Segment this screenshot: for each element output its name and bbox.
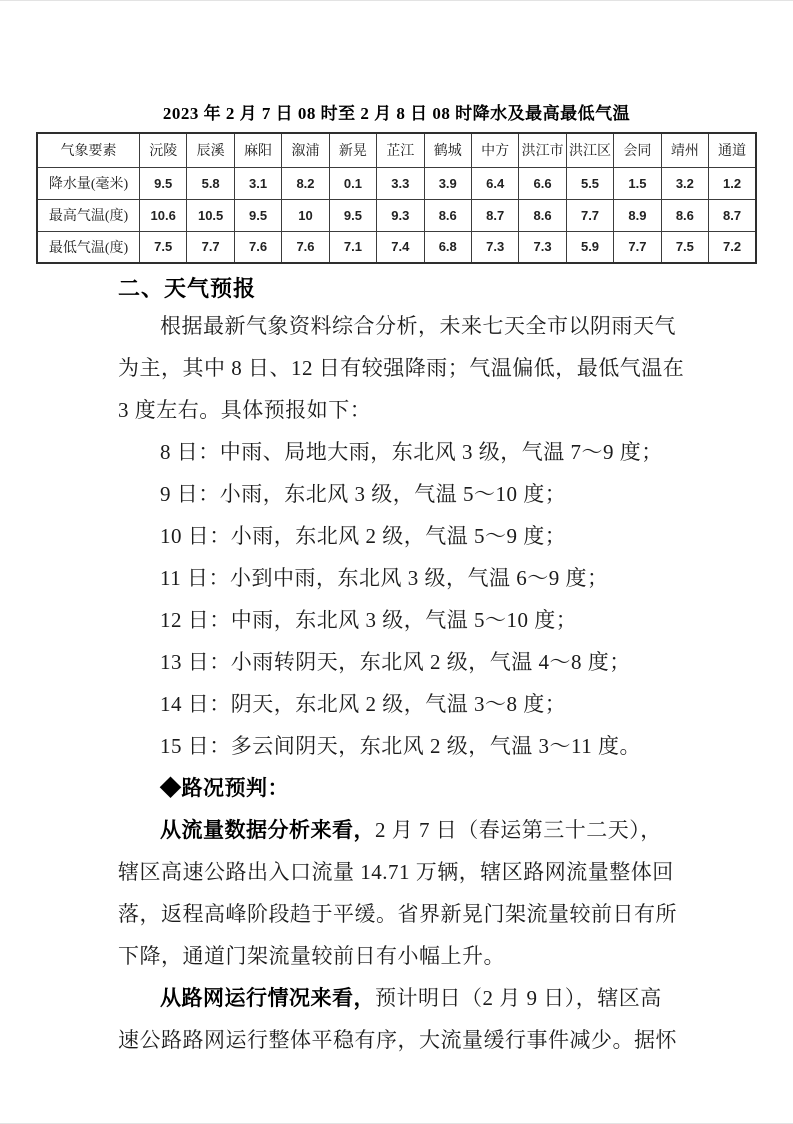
table-cell-value: 7.3 (471, 231, 518, 263)
weather-table (36, 132, 757, 264)
table-cell-value: 7.2 (709, 231, 756, 263)
column-header-element: 气象要素 (37, 133, 140, 167)
column-header-district: 溆浦 (282, 133, 329, 167)
table-cell-value: 10.6 (140, 199, 187, 231)
traffic-line (118, 893, 718, 935)
row-label: 最高气温(度) (37, 199, 140, 231)
table-cell-value: 7.7 (566, 199, 613, 231)
line-text: 10 日：小雨，东北风 2 级，气温 5～9 度； (160, 524, 567, 548)
road-condition-heading (118, 767, 718, 809)
network-line (118, 977, 718, 1019)
line-text: 下降，通道门架流量较前日有小幅上升。 (118, 944, 505, 968)
line-text: 辖区高速公路出入口流量 14.71 万辆，辖区路网流量整体回 (118, 860, 674, 884)
line-text: 预计明日（2 月 9 日），辖区高 (375, 986, 662, 1010)
column-header-district: 麻阳 (234, 133, 281, 167)
table-cell-value: 3.3 (377, 167, 424, 199)
line-text: 15 日：多云间阴天，东北风 2 级，气温 3～11 度。 (160, 734, 641, 758)
table-cell-value: 3.2 (661, 167, 708, 199)
table-row (37, 167, 756, 199)
table-cell-value: 8.6 (661, 199, 708, 231)
column-header-district: 新晃 (329, 133, 376, 167)
intro-line (118, 305, 718, 347)
column-header-district: 洪江区 (566, 133, 613, 167)
column-header-district: 靖州 (661, 133, 708, 167)
traffic-line (118, 935, 718, 977)
forecast-line (118, 599, 718, 641)
table-cell-value: 8.6 (519, 199, 566, 231)
line-text: 根据最新气象资料综合分析，未来七天全市以阴雨天气 (160, 314, 676, 338)
network-line (118, 1019, 718, 1061)
line-text: 8 日：中雨、局地大雨，东北风 3 级，气温 7～9 度； (160, 440, 663, 464)
table-cell-value: 8.2 (282, 167, 329, 199)
column-header-district: 洪江市 (519, 133, 566, 167)
bold-lead-text: 从流量数据分析来看， (160, 818, 375, 842)
table-cell-value: 6.4 (471, 167, 518, 199)
table-cell-value: 10.5 (187, 199, 234, 231)
forecast-line (118, 725, 718, 767)
table-cell-value: 6.6 (519, 167, 566, 199)
table-row (37, 231, 756, 263)
column-header-district: 鹤城 (424, 133, 471, 167)
table-cell-value: 7.5 (140, 231, 187, 263)
table-row (37, 199, 756, 231)
table-cell-value: 7.7 (187, 231, 234, 263)
table-cell-value: 5.9 (566, 231, 613, 263)
traffic-line (118, 809, 718, 851)
line-text: 14 日：阴天，东北风 2 级，气温 3～8 度； (160, 692, 567, 716)
bold-lead-text: 从路网运行情况来看， (160, 986, 375, 1010)
intro-line (118, 347, 718, 389)
table-cell-value: 7.1 (329, 231, 376, 263)
forecast-line (118, 473, 718, 515)
column-header-district: 会同 (614, 133, 661, 167)
table-cell-value: 7.4 (377, 231, 424, 263)
table-cell-value: 8.7 (709, 199, 756, 231)
line-text: 为主，其中 8 日、12 日有较强降雨；气温偏低，最低气温在 (118, 356, 685, 380)
table-body (37, 167, 756, 263)
table-cell-value: 9.3 (377, 199, 424, 231)
table-cell-value: 1.2 (709, 167, 756, 199)
forecast-line (118, 515, 718, 557)
table-cell-value: 9.5 (140, 167, 187, 199)
column-header-district: 通道 (709, 133, 756, 167)
traffic-line (118, 851, 718, 893)
bold-lead-text: ◆路况预判： (160, 776, 289, 800)
forecast-line (118, 683, 718, 725)
table-cell-value: 7.5 (661, 231, 708, 263)
table-header-row (37, 133, 756, 167)
table-cell-value: 8.9 (614, 199, 661, 231)
table-cell-value: 9.5 (329, 199, 376, 231)
line-text: 2 月 7 日（春运第三十二天）， (375, 818, 662, 842)
table-cell-value: 3.9 (424, 167, 471, 199)
line-text: 3 度左右。具体预报如下： (118, 398, 372, 422)
table-cell-value: 9.5 (234, 199, 281, 231)
intro-line (118, 389, 718, 431)
forecast-line (118, 557, 718, 599)
line-text: 13 日：小雨转阴天，东北风 2 级，气温 4～8 度； (160, 650, 631, 674)
line-text: 12 日：中雨，东北风 3 级，气温 5～10 度； (160, 608, 578, 632)
body-content (118, 273, 718, 1061)
table-cell-value: 8.7 (471, 199, 518, 231)
column-header-district: 沅陵 (140, 133, 187, 167)
line-text: 9 日：小雨，东北风 3 级，气温 5～10 度； (160, 482, 567, 506)
column-header-district: 辰溪 (187, 133, 234, 167)
table-title: 2023 年 2 月 7 日 08 时至 2 月 8 日 08 时降水及最高最低气温 (162, 104, 631, 123)
table-cell-value: 0.1 (329, 167, 376, 199)
table-cell-value: 3.1 (234, 167, 281, 199)
forecast-line (118, 431, 718, 473)
line-text: 落，返程高峰阶段趋于平缓。省界新晃门架流量较前日有所 (118, 902, 677, 926)
table-cell-value: 7.7 (614, 231, 661, 263)
body-lines (118, 305, 718, 1061)
table-cell-value: 10 (282, 199, 329, 231)
line-text: 11 日：小到中雨，东北风 3 级，气温 6～9 度； (160, 566, 609, 590)
table-cell-value: 7.6 (234, 231, 281, 263)
table-cell-value: 5.5 (566, 167, 613, 199)
row-label: 最低气温(度) (37, 231, 140, 263)
row-label: 降水量(毫米) (37, 167, 140, 199)
table-cell-value: 7.6 (282, 231, 329, 263)
table-cell-value: 8.6 (424, 199, 471, 231)
section-heading: 二、天气预报 (118, 276, 257, 301)
forecast-line (118, 641, 718, 683)
table-cell-value: 6.8 (424, 231, 471, 263)
table-cell-value: 5.8 (187, 167, 234, 199)
line-text: 速公路路网运行整体平稳有序，大流量缓行事件减少。据怀 (118, 1028, 677, 1052)
column-header-district: 芷江 (377, 133, 424, 167)
table-cell-value: 1.5 (614, 167, 661, 199)
column-header-district: 中方 (471, 133, 518, 167)
table-cell-value: 7.3 (519, 231, 566, 263)
